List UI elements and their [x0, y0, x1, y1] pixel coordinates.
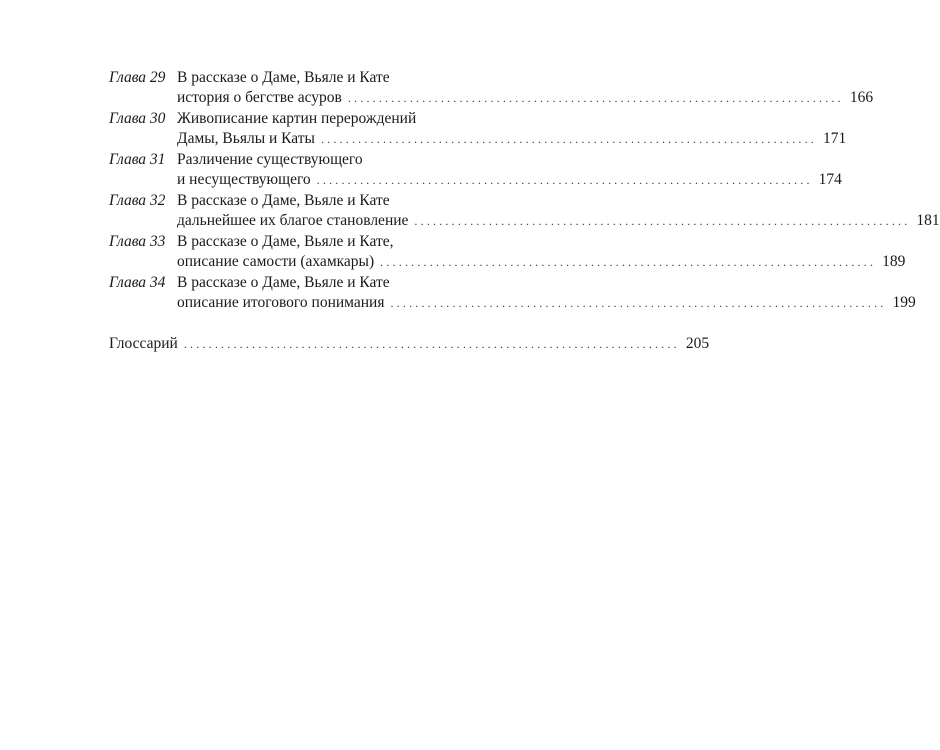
toc-entry-chapter-34[interactable] — [109, 273, 916, 313]
dot-leader: ................................................................................ — [390, 295, 887, 310]
toc-entry-chapter-29[interactable] — [109, 68, 874, 108]
dot-leader: ................................................................................ — [347, 90, 844, 105]
dot-leader: ................................................................................ — [183, 337, 680, 351]
page-number: 166 — [849, 88, 874, 106]
chapter-title-line-2: Дамы, Вьялы и Каты — [177, 129, 315, 147]
dot-leader: ................................................................................ — [414, 213, 911, 228]
chapter-title-line-1: В рассказе о Даме, Вьяле и Кате — [177, 274, 390, 291]
chapter-title-line-1: Различение существующего — [177, 151, 363, 168]
chapter-title-line-1: В рассказе о Даме, Вьяле и Кате, — [177, 233, 394, 250]
chapter-title-line-1: В рассказе о Даме, Вьяле и Кате — [177, 69, 390, 86]
page-number: 205 — [685, 335, 710, 352]
toc-entry-chapter-30[interactable] — [109, 109, 847, 149]
chapter-label: Глава 30 — [109, 110, 166, 127]
chapter-label: Глава 29 — [109, 69, 166, 86]
glossary-label: Глоссарий — [109, 335, 178, 352]
dot-leader: ................................................................................ — [380, 254, 877, 269]
page-number: 189 — [882, 252, 906, 270]
toc-entry-chapter-31[interactable] — [109, 150, 842, 190]
toc-entry-glossary[interactable] — [109, 334, 710, 355]
chapter-label: Глава 31 — [109, 151, 166, 168]
chapter-label: Глава 34 — [109, 274, 166, 291]
dot-leader: ................................................................................ — [316, 172, 813, 187]
page-number: 199 — [892, 293, 916, 311]
page-number: 181 — [916, 211, 940, 229]
chapter-label: Глава 33 — [109, 233, 166, 250]
chapter-title-line-1: В рассказе о Даме, Вьяле и Кате — [177, 192, 390, 209]
page-number: 174 — [818, 170, 842, 188]
chapter-title-line-1: Живописание картин перерождений — [177, 110, 417, 127]
chapter-title-line-2: история о бегстве асуров — [177, 88, 342, 106]
toc-entry-chapter-32[interactable] — [109, 191, 940, 231]
chapter-label: Глава 32 — [109, 192, 166, 209]
table-of-contents — [109, 68, 940, 356]
toc-entry-chapter-33[interactable] — [109, 232, 906, 272]
dot-leader: ................................................................................ — [320, 131, 817, 146]
chapter-title-line-2: дальнейшее их благое становление — [177, 211, 409, 229]
chapter-title-line-2: описание самости (ахамкары) — [177, 252, 375, 270]
page-number: 171 — [822, 129, 847, 147]
chapter-title-line-2: описание итогового понимания — [177, 293, 385, 311]
chapter-title-line-2: и несуществующего — [177, 170, 311, 188]
